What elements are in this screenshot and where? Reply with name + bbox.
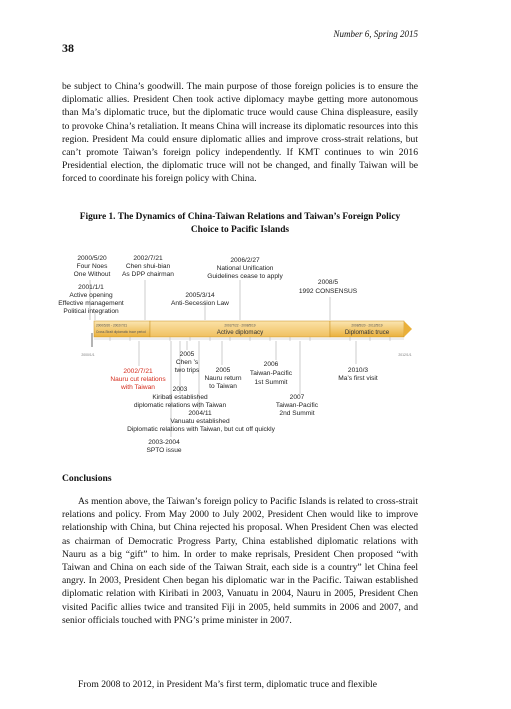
event-2001-line2: Effective management [58, 300, 124, 307]
journal-header: Number 6, Spring 2015 [333, 29, 418, 39]
figure-caption-line1: Figure 1. The Dynamics of China-Taiwan Relations and Taiwan’s Foreign Policy [79, 212, 401, 222]
event-b2007-line2: 2nd Summit [279, 410, 315, 417]
bar-seg3-dates: 2008/5/20 - 2012/5/19 [351, 323, 383, 328]
event-b2007-line1: Taiwan-Pacific [275, 402, 319, 409]
timeline-bar [81, 321, 412, 357]
event-2005-date: 2005/3/14 [185, 292, 215, 299]
body-paragraph-2: As mention above, the Taiwan’s foreign policy to Pacific Islands is related to cross-strait relations and policy. From May 2000 to July 2002, President Chen would like to improve relationship with China, but China rejected his proposal. When President Chen was elected as chairman of Democratic Progress Party, China established diplomatic relations with Nauru as a big “gift” to him. In order to make reprisals, President Chen proposed “with Taiwan and China on each side of the Taiwan Strait, each side is a country” let China feel angry. In 2003, President Chen began his diplomatic war in the Pacific. Taiwan established diplomatic relation with Kiribati in 2003, Vanuatu in 2004, Nauru in 2005, President Chen visited Pacific allies twice and transited Fiji in 2005, held summits in 2006 and 2007, and senior officials touched with PNG’s prime minister in 2007. [62, 496, 418, 626]
bar-start-label: 2000/1/1 [81, 353, 95, 357]
events-below [110, 351, 378, 454]
event-2002-line1: Chen shui-bian [125, 263, 171, 270]
page-number: 38 [62, 41, 74, 55]
event-b2005a-line1: Chen ’s [175, 359, 199, 366]
event-2005-line1: Anti-Secession Law [171, 300, 229, 307]
event-2000-line2: One Without [73, 271, 111, 278]
event-2000-date: 2000/5/20 [77, 255, 107, 262]
event-b2004-line1: Vanuatu established [170, 418, 230, 425]
events-above [58, 255, 357, 315]
event-b2005b-line2: to Taiwan [209, 383, 237, 390]
event-b2010-date: 2010/3 [347, 367, 369, 374]
bar-seg2-dates: 2002/7/22 - 2008/5/19 [224, 323, 256, 328]
bar-seg1-dates: 2000/5/20 - 2002/7/21 [96, 323, 128, 328]
event-b2005b-line1: Nauru return [204, 375, 242, 382]
body-paragraph-3: From 2008 to 2012, in President Ma’s first term, diplomatic truce and flexible [78, 679, 377, 690]
event-b2005a-line2: two trips [174, 367, 200, 374]
event-b2006-date: 2006 [263, 361, 279, 368]
body-paragraph-1: be subject to China’s goodwill. The main purpose of those foreign policies is to ensure the diplomatic allies. President Chen took active diplomacy maybe getting more autonomous than Ma’s diplomatic truce, but the diplomatic truce would cause China displeasure, easily to provoke China’s retaliation. It means China will increase its diplomatic resources into this region. President Ma could ensure diplomatic allies and improve cross-strait relations, but can’t promote Taiwan’s foreign policy independently. If KMT continues to win 2016 Presidential election, the diplomatic truce will not be changed, and finally Taiwan will be forced to coordinate his foreign policy with China. [62, 81, 418, 185]
event-b2003-line2: diplomatic relations with Taiwan [133, 402, 227, 409]
event-b2004-date: 2004/11 [188, 410, 212, 417]
bar-seg3-label: Diplomatic truce [344, 329, 390, 336]
event-2002-line2: As DPP chairman [122, 271, 174, 278]
event-2001-line3: Political integration [63, 308, 119, 315]
event-2006-date: 2006/2/27 [230, 257, 260, 264]
figure-caption-line2: Choice to Pacific Islands [190, 224, 290, 235]
event-2006-line2: Guidelines cease to apply [207, 273, 283, 280]
bar-end-label: 2012/1/1 [398, 353, 412, 357]
bar-seg2-label: Active diplomacy [216, 329, 264, 336]
event-2002-date: 2002/7/21 [133, 255, 163, 262]
event-b2003-line1: Kiribati established [152, 394, 208, 401]
event-2008-date: 2008/5 [317, 279, 339, 286]
event-b2003-04-date: 2003-2004 [148, 439, 180, 446]
event-b2002-line1: Nauru cut relations [110, 376, 166, 383]
event-2001-date: 2001/1/1 [78, 284, 104, 291]
event-b2003-04-line1: SPTO issue [146, 447, 182, 454]
event-b2002-line2: with Taiwan [121, 384, 155, 391]
event-2006-line1: National Unification [216, 265, 274, 272]
event-b2010-line1: Ma’s first visit [338, 375, 378, 382]
event-b2004-line2: Diplomatic relations with Taiwan, but cut off quickly [127, 426, 275, 433]
event-b2002-date: 2002/7/21 [123, 368, 153, 375]
event-b2006-line2: 1st Summit [254, 379, 288, 386]
event-b2006-line1: Taiwan-Pacific [249, 370, 293, 377]
bar-seg1-label: Cross-Strait diplomatic truce period [96, 330, 146, 334]
event-b2007-date: 2007 [289, 394, 305, 401]
event-2001-line1: Active opening [69, 292, 113, 299]
event-b2005a-date: 2005 [179, 351, 195, 358]
event-2008-line1: 1992 CONSENSUS [298, 288, 358, 295]
event-b2005b-date: 2005 [215, 367, 231, 374]
conclusions-heading: Conclusions [62, 473, 112, 484]
event-b2003-date: 2003 [172, 386, 188, 393]
event-2000-line1: Four Noes [76, 263, 108, 270]
